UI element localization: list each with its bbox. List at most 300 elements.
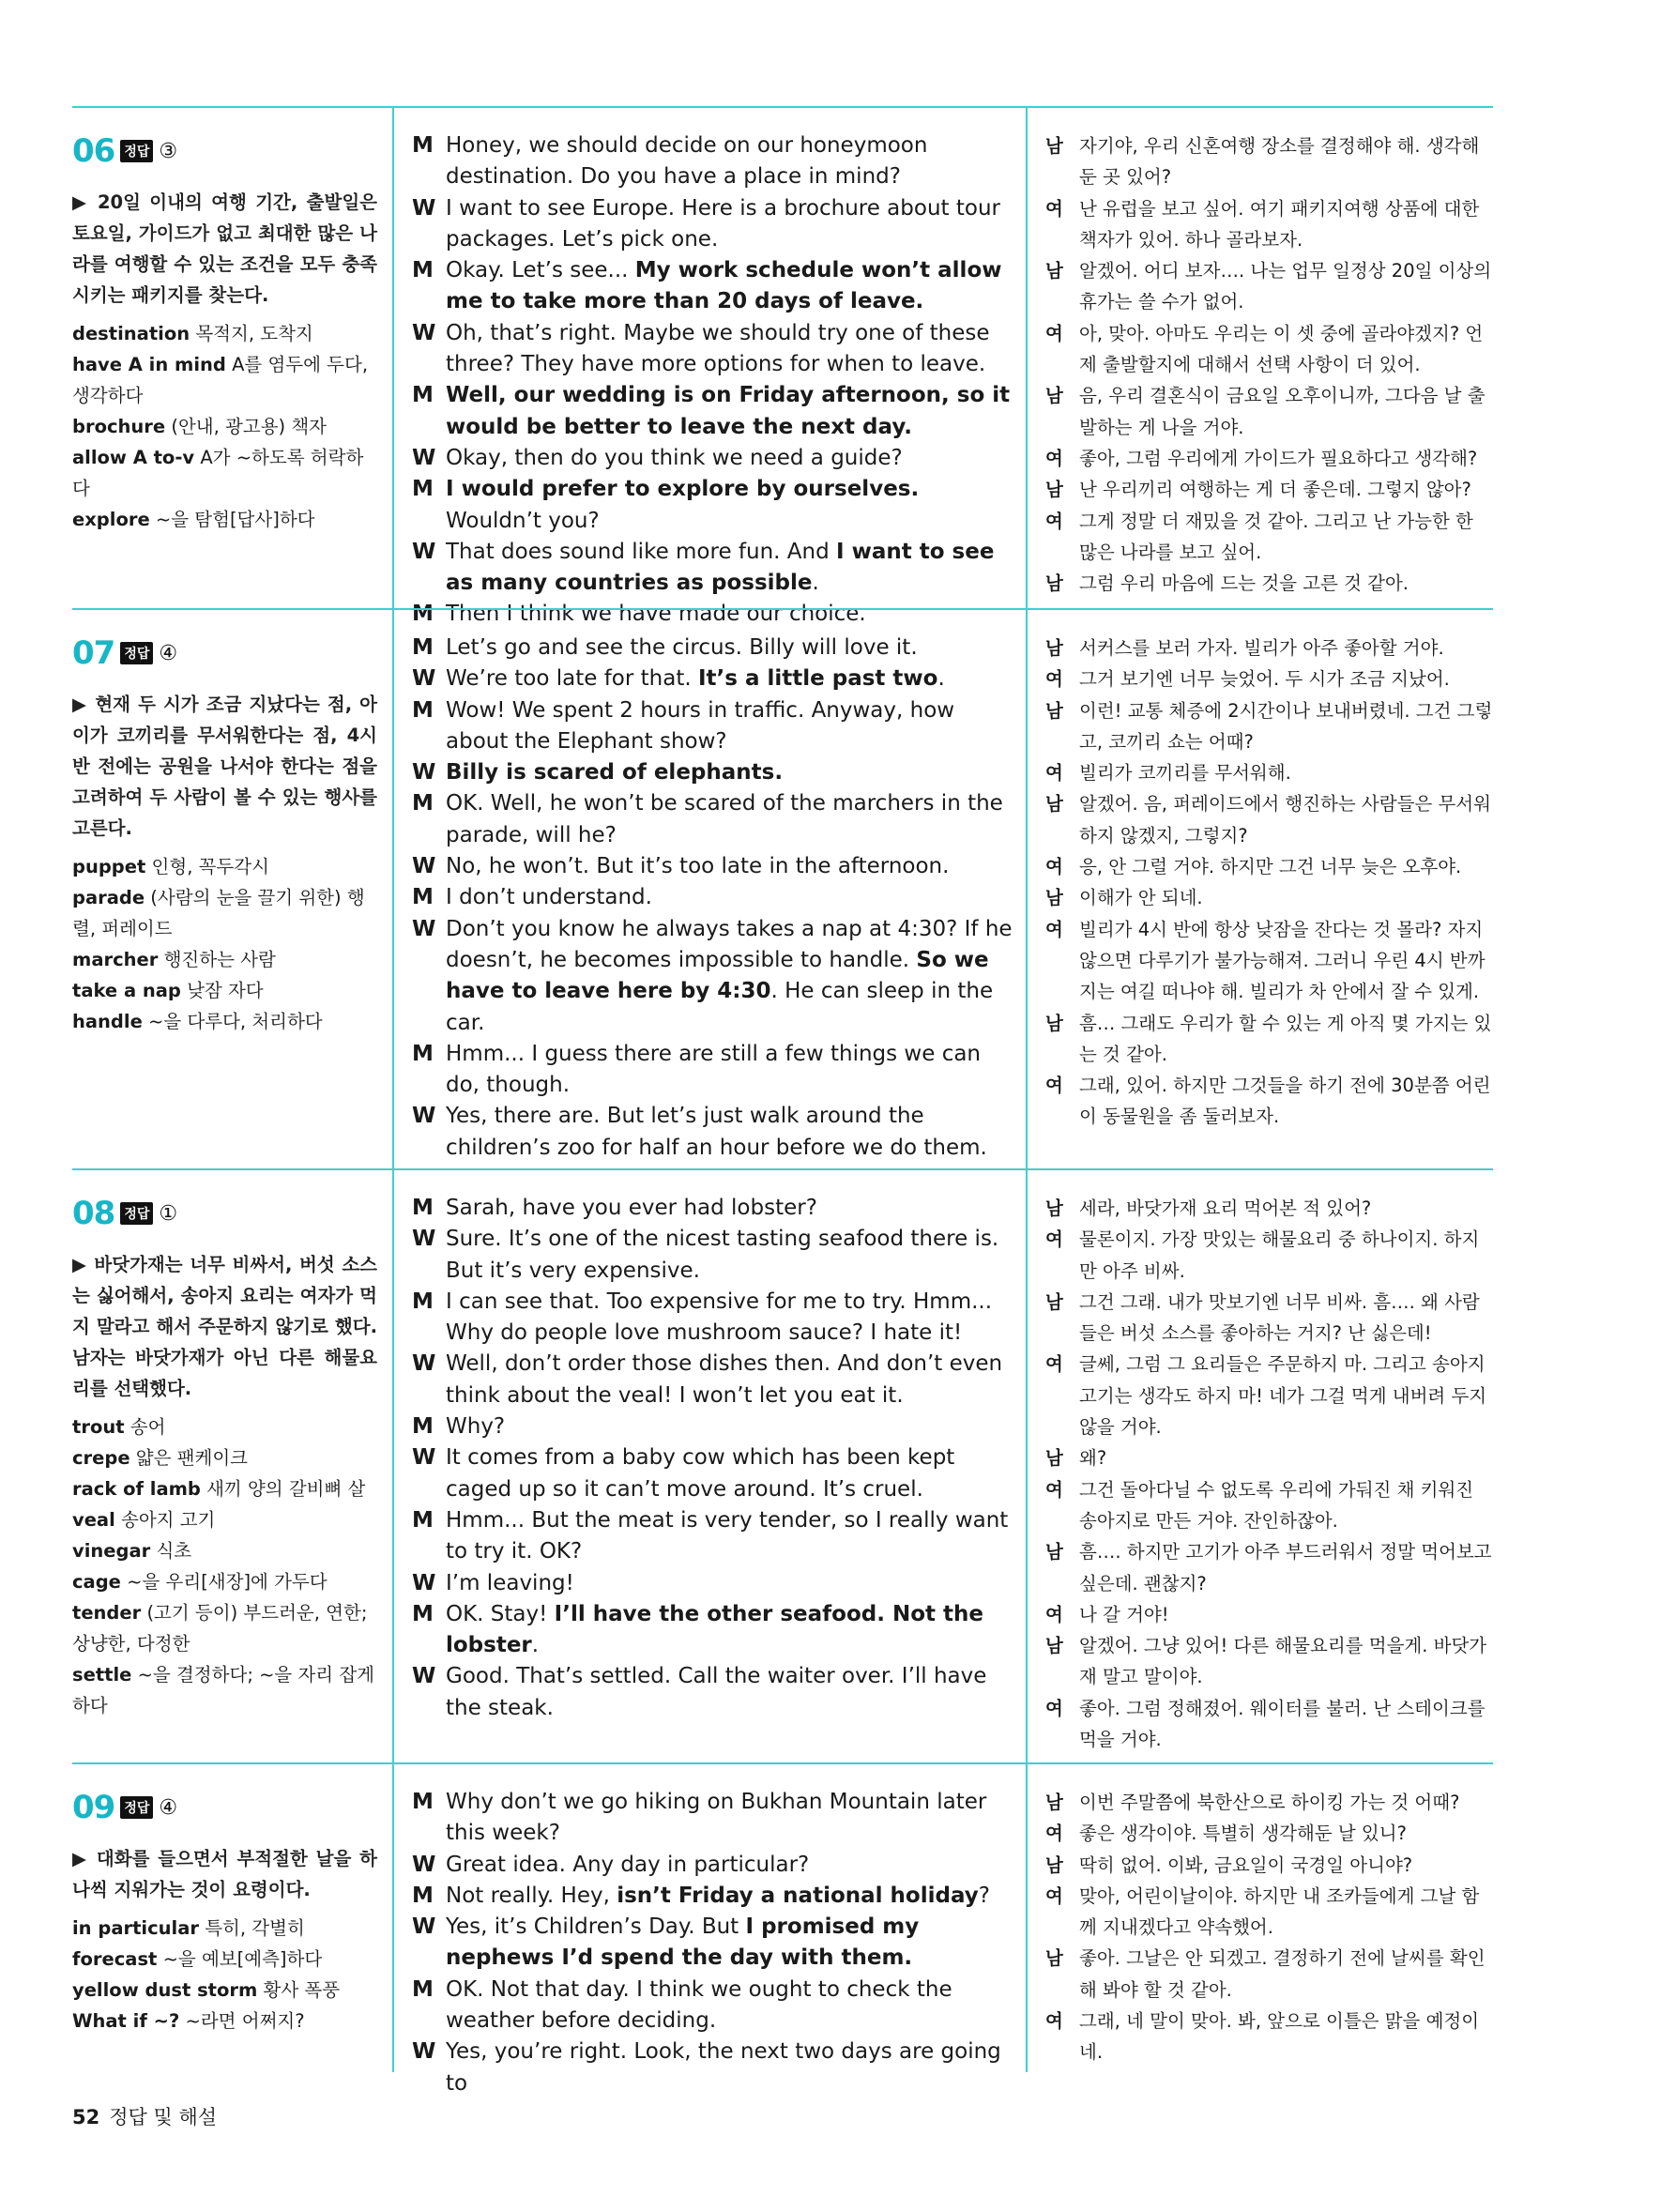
- dialog-text: [446, 1599, 1017, 1662]
- dialog-key-sentence: I’ll have the other seafood. Not the lobster: [446, 1601, 983, 1658]
- dialog-text: [446, 1881, 1017, 1912]
- speaker-label-ko: 남: [1045, 793, 1063, 816]
- translation-line: [1045, 380, 1496, 443]
- explanation-column: [72, 1170, 377, 1721]
- speaker-label-ko: 남: [1045, 135, 1063, 157]
- dialog-text: [446, 914, 1017, 1039]
- speaker-label: M: [412, 1507, 434, 1533]
- vocab-term: have A in mind: [72, 354, 226, 375]
- dialog-text: [446, 1287, 1017, 1350]
- speaker-label: M: [412, 1041, 434, 1066]
- vocab-item: [72, 1411, 377, 1442]
- explanation-text: ▶ 현재 두 시가 조금 지났다는 점, 아이가 코끼리를 무서워한다는 점, 4시 반 전에는 공원을 나서야 한다는 점을 고려하여 두 사람이 볼 수 있는 행사를 고른다.: [72, 694, 377, 839]
- dialog-text: [446, 255, 1017, 318]
- dialog-text: [446, 788, 1017, 851]
- question-06-section: [72, 106, 1493, 627]
- dialog-text: [446, 1912, 1017, 1975]
- translation-text: 아, 맞아. 아마도 우리는 이 셋 중에 골라야겠지? 언제 출발할지에 대해서 선택 사항이 더 있어.: [1079, 322, 1484, 376]
- translation-line: [1045, 882, 1496, 913]
- speaker-label: M: [412, 602, 434, 627]
- dialog-plain: Good. That’s settled. Call the waiter over. I’ll have the steak.: [446, 1664, 987, 1720]
- dialog-column: [412, 1764, 1017, 2099]
- vocab-item: [72, 1659, 377, 1721]
- speaker-label-ko: 여: [1045, 1075, 1063, 1097]
- dialog-line: [412, 695, 1017, 758]
- dialog-plain: I don’t understand.: [446, 885, 652, 910]
- dialog-key-sentence: I would prefer to explore by ourselves.: [446, 477, 920, 502]
- translation-line: [1045, 695, 1496, 758]
- translation-text: 난 우리끼리 여행하는 게 더 좋은데. 그렇지 않아?: [1079, 479, 1471, 501]
- dialog-key-sentence: So we have to leave here by 4:30: [446, 947, 989, 1004]
- speaker-label-ko: 남: [1045, 887, 1063, 909]
- dialog-line: [412, 1505, 1017, 1568]
- dialog-line: [412, 757, 1017, 788]
- translation-text: 음, 우리 결혼식이 금요일 오후이니까, 그다음 날 출발하는 게 나을 거야.: [1079, 385, 1486, 438]
- dialog-line: [412, 2037, 1017, 2099]
- explanation-text: ▶ 바닷가재는 너무 비싸서, 버섯 소스는 싫어해서, 송아지 요리는 여자가 먹지 말라고 해서 주문하지 않기로 했다. 남자는 바닷가재가 아닌 다른 해물요리를 선택했다.: [72, 1254, 377, 1399]
- translation-text: 빌리가 코끼리를 무서워해.: [1079, 762, 1291, 785]
- translation-line: [1045, 255, 1496, 318]
- speaker-label: W: [412, 854, 436, 879]
- vocab-term: take a nap: [72, 980, 181, 1001]
- dialog-column: [412, 610, 1017, 1164]
- vocab-term: in particular: [72, 1917, 199, 1939]
- dialog-plain: Oh, that’s right. Maybe we should try one of these three? They have more options for when to leave.: [446, 320, 990, 377]
- vocab-meaning: A를 염두에 두다, 생각하다: [72, 354, 369, 406]
- question-07-section: [72, 608, 1493, 1168]
- vocab-item: [72, 504, 377, 535]
- translation-text: 그건 돌아다닐 수 없도록 우리에 가둬진 채 키워진 송아지로 만든 거야. 잔인하잖아.: [1079, 1478, 1474, 1532]
- speaker-label: W: [412, 195, 436, 221]
- vocab-item: [72, 1566, 377, 1597]
- speaker-label-ko: 여: [1045, 762, 1063, 785]
- translation-line: [1045, 788, 1496, 851]
- dialog-line: [412, 1661, 1017, 1724]
- speaker-label-ko: 여: [1045, 510, 1063, 532]
- dialog-text: [446, 1101, 1017, 1164]
- speaker-label: M: [412, 1976, 434, 2002]
- dialog-text: [446, 1975, 1017, 2037]
- speaker-label: M: [412, 1196, 434, 1220]
- answer-badge: 정답: [120, 1796, 153, 1819]
- dialog-line: [412, 380, 1017, 443]
- dialog-plain: Honey, we should decide on our honeymoon destination. Do you have a place in mind?: [446, 133, 928, 190]
- vocab-item: [72, 1597, 377, 1659]
- translation-line: [1045, 1943, 1496, 2006]
- dialog-key-sentence: It’s a little past two: [697, 666, 938, 692]
- speaker-label: W: [412, 1570, 436, 1595]
- vocab-item: [72, 1913, 377, 1944]
- vocab-meaning: 황사 폭풍: [263, 1979, 341, 2001]
- dialog-column: [412, 1170, 1017, 1724]
- translation-text: 좋아. 그럼 정해졌어. 웨이터를 불러. 난 스테이크를 먹을 거야.: [1079, 1697, 1486, 1751]
- translation-text: 흠…. 하지만 고기가 아주 부드러워서 정말 먹어보고 싶은데. 괜찮지?: [1079, 1541, 1492, 1594]
- translation-line: [1045, 1070, 1496, 1133]
- translation-text: 좋아. 그날은 안 되겠고. 결정하기 전에 날씨를 확인해 봐야 할 것 같아.: [1079, 1947, 1486, 2001]
- speaker-label-ko: 여: [1045, 1697, 1063, 1719]
- dialog-line: [412, 1975, 1017, 2037]
- dialog-plain: Wow! We spent 2 hours in traffic. Anyway, how about the Elephant show?: [446, 697, 955, 754]
- translation-text: 그게 정말 더 재밌을 것 같아. 그리고 난 가능한 한 많은 나라를 보고 싶어.: [1079, 510, 1473, 563]
- question-header: [72, 132, 377, 170]
- speaker-label-ko: 남: [1045, 1198, 1063, 1219]
- vocab-item: [72, 1975, 377, 2006]
- vocab-term: destination: [72, 323, 190, 344]
- translation-column: [1045, 108, 1496, 599]
- translation-line: [1045, 1787, 1496, 1818]
- dialog-plain: Okay, then do you think we need a guide?: [446, 445, 903, 470]
- dialog-plain: Well, don’t order those dishes then. And don’t even think about the veal! I won’t let you eat it.: [446, 1351, 1003, 1408]
- speaker-label: W: [412, 445, 436, 470]
- vocab-meaning: 새끼 양의 갈비뼈 살: [206, 1478, 366, 1500]
- translation-line: [1045, 443, 1496, 474]
- vocab-item: [72, 1535, 377, 1566]
- translation-text: 알겠어. 음, 퍼레이드에서 행진하는 사람들은 무서워하지 않겠지, 그렇지?: [1079, 793, 1491, 847]
- answer-badge: 정답: [120, 642, 153, 664]
- translation-line: [1045, 1818, 1496, 1849]
- dialog-text: [446, 537, 1017, 600]
- vocab-meaning: A가 ~하도록 허락하다: [72, 447, 364, 499]
- dialog-plain: Okay. Let’s see...: [446, 258, 635, 283]
- dialog-text: [446, 757, 1017, 788]
- translation-text: 그거 보기엔 너무 늦었어. 두 시가 조금 지났어.: [1079, 668, 1450, 691]
- dialog-line: [412, 537, 1017, 600]
- translation-line: [1045, 1630, 1496, 1693]
- speaker-label-ko: 남: [1045, 1792, 1063, 1813]
- dialog-line: [412, 1349, 1017, 1411]
- column-divider: [1026, 108, 1028, 608]
- vocab-item: [72, 851, 377, 882]
- translation-line: [1045, 1008, 1496, 1071]
- dialog-plain: Yes, there are. But let’s just walk around the children’s zoo for half an hour before we do them.: [446, 1104, 987, 1160]
- speaker-label-ko: 남: [1045, 1541, 1063, 1564]
- speaker-label: W: [412, 1351, 436, 1377]
- speaker-label-ko: 남: [1045, 1012, 1063, 1034]
- translation-text: 그래, 네 말이 맞아. 봐, 앞으로 이틀은 맑을 예정이네.: [1079, 2010, 1480, 2064]
- speaker-label-ko: 여: [1045, 1353, 1063, 1376]
- translation-column: [1045, 1764, 1496, 2068]
- dialog-plain-after: .: [937, 666, 945, 692]
- translation-line: [1045, 851, 1496, 882]
- answer-number: ④: [159, 1795, 178, 1820]
- translation-text: 맞아, 어린이날이야. 하지만 내 조카들에게 그날 함께 지내겠다고 약속했어.: [1079, 1884, 1480, 1939]
- dialog-plain: That does sound like more fun. And: [446, 539, 837, 564]
- dialog-line: [412, 1101, 1017, 1164]
- speaker-label-ko: 남: [1045, 1635, 1063, 1657]
- dialog-plain-after: . He can sleep in the car.: [446, 979, 994, 1035]
- vocab-meaning: 낮잠 자다: [187, 980, 264, 1001]
- vocab-term: handle: [72, 1011, 143, 1032]
- vocab-item: [72, 318, 377, 349]
- translation-text: 좋은 생각이야. 특별히 생각해둔 날 있니?: [1079, 1823, 1407, 1845]
- dialog-plain: Hmm... But the meat is very tender, so I really want to try it. OK?: [446, 1507, 1009, 1564]
- dialog-plain: Don’t you know he always takes a nap at 4:30? If he doesn’t, he becomes impossible to handle.: [446, 916, 1013, 972]
- translation-text: 이런! 교통 체증에 2시간이나 보내버렸네. 그건 그렇고, 코끼리 쇼는 어때?: [1079, 699, 1493, 753]
- dialog-text: [446, 380, 1017, 443]
- speaker-label: W: [412, 1227, 436, 1252]
- answer-number: ④: [159, 641, 178, 665]
- translation-line: [1045, 1224, 1496, 1287]
- dialog-key-sentence: I want to see as many countries as possible: [446, 539, 995, 596]
- question-number: 09: [72, 1789, 115, 1826]
- dialog-plain: Let’s go and see the circus. Billy will love it.: [446, 635, 918, 660]
- vocab-meaning: (사람의 눈을 끌기 위한) 행렬, 퍼레이드: [72, 887, 365, 939]
- dialog-plain: Hmm... I guess there are still a few things we can do, though.: [446, 1041, 982, 1098]
- dialog-line: [412, 1568, 1017, 1599]
- translation-line: [1045, 1193, 1496, 1224]
- dialog-line: [412, 1599, 1017, 1662]
- dialog-key-sentence: I promised my nephews I’d spend the day with them.: [446, 1915, 920, 1971]
- speaker-label-ko: 여: [1045, 856, 1063, 878]
- column-divider: [392, 108, 394, 608]
- answer-number: ①: [159, 1201, 178, 1226]
- dialog-text: [446, 695, 1017, 758]
- dialog-line: [412, 1912, 1017, 1975]
- dialog-line: [412, 1411, 1017, 1442]
- dialog-text: [446, 1039, 1017, 1102]
- dialog-line: [412, 130, 1017, 193]
- dialog-line: [412, 1039, 1017, 1102]
- speaker-label-ko: 남: [1045, 1290, 1063, 1313]
- explanation-column: [72, 1764, 377, 2037]
- vocab-term: allow A to-v: [72, 447, 195, 468]
- translation-line: [1045, 568, 1496, 599]
- dialog-text: [446, 1850, 1017, 1881]
- vocab-item: [72, 442, 377, 504]
- translation-text: 난 유럽을 보고 싶어. 여기 패키지여행 상품에 대한 책자가 있어. 하나 골라보자.: [1079, 197, 1480, 251]
- speaker-label-ko: 여: [1045, 1603, 1063, 1625]
- translation-text: 좋아, 그럼 우리에게 가이드가 필요하다고 생각해?: [1079, 447, 1478, 469]
- dialog-text: [446, 882, 1017, 913]
- speaker-label-ko: 여: [1045, 668, 1063, 691]
- dialog-plain: OK. Well, he won’t be scared of the marchers in the parade, will he?: [446, 791, 1003, 847]
- translation-line: [1045, 193, 1496, 256]
- speaker-label: M: [412, 383, 434, 408]
- speaker-label-ko: 여: [1045, 918, 1063, 940]
- dialog-plain: It comes from a baby cow which has been kept caged up so it can’t move around. It’s cruel.: [446, 1445, 955, 1502]
- vocab-term: brochure: [72, 416, 166, 437]
- translation-text: 알겠어. 어디 보자…. 나는 업무 일정상 20일 이상의 휴가는 쓸 수가 없어.: [1079, 260, 1492, 313]
- question-number: 06: [72, 132, 115, 170]
- speaker-label: M: [412, 133, 434, 158]
- vocab-meaning: ~을 우리[새장]에 가두다: [127, 1571, 328, 1593]
- vocab-term: parade: [72, 887, 145, 908]
- speaker-label-ko: 여: [1045, 1884, 1063, 1907]
- column-divider: [392, 610, 394, 1168]
- dialog-plain: Why don’t we go hiking on Bukhan Mountain later this week?: [446, 1790, 987, 1846]
- translation-line: [1045, 1287, 1496, 1350]
- translation-line: [1045, 318, 1496, 381]
- translation-line: [1045, 1850, 1496, 1881]
- question-header: [72, 634, 377, 672]
- speaker-label: M: [412, 1289, 434, 1314]
- dialog-text: [446, 130, 1017, 193]
- translation-text: 이번 주말쯤에 북한산으로 하이킹 가는 것 어때?: [1079, 1792, 1460, 1813]
- speaker-label: M: [412, 258, 434, 283]
- translation-line: [1045, 130, 1496, 193]
- dialog-line: [412, 1224, 1017, 1287]
- translation-text: 서커스를 보러 가자. 빌리가 아주 좋아할 거야.: [1079, 637, 1444, 659]
- translation-text: 빌리가 4시 반에 항상 낮잠을 잔다는 것 몰라? 자지 않으면 다루기가 불가능해져. 그러니 우린 4시 반까지는 여길 떠나야 해. 빌리가 차 안에서 잘 수 있게.: [1079, 918, 1486, 1003]
- dialog-line: [412, 914, 1017, 1039]
- speaker-label-ko: 남: [1045, 1854, 1063, 1876]
- dialog-line: [412, 1442, 1017, 1505]
- translation-text: 글쎄, 그럼 그 요리들은 주문하지 마. 그리고 송아지 고기는 생각도 하지 마! 네가 그걸 먹게 내버려 두지 않을 거야.: [1079, 1353, 1487, 1439]
- dialog-text: [446, 443, 1017, 474]
- speaker-label-ko: 여: [1045, 1478, 1063, 1501]
- dialog-line: [412, 193, 1017, 256]
- vocab-meaning: 얇은 팬케이크: [135, 1447, 249, 1469]
- vocab-meaning: 송어: [130, 1416, 166, 1438]
- translation-line: [1045, 914, 1496, 1008]
- dialog-key-sentence: Well, our wedding is on Friday afternoon, so it would be better to leave the next day.: [446, 383, 1011, 439]
- dialog-text: [446, 193, 1017, 256]
- explanation-column: [72, 610, 377, 1037]
- dialog-text: [446, 1411, 1017, 1442]
- question-number: 07: [72, 634, 115, 672]
- dialog-line: [412, 851, 1017, 882]
- page-number: 52: [72, 2106, 100, 2128]
- speaker-label: M: [412, 791, 434, 816]
- speaker-label: W: [412, 666, 436, 692]
- vocab-term: marcher: [72, 949, 159, 970]
- column-divider: [392, 1170, 394, 1762]
- question-09-section: [72, 1762, 1493, 2096]
- answer-number: ③: [159, 139, 178, 163]
- translation-line: [1045, 474, 1496, 505]
- translation-text: 그건 그래. 내가 맛보기엔 너무 비싸. 흠…. 왜 사람들은 버섯 소스를 좋아하는 거지? 난 싫은데!: [1079, 1290, 1480, 1345]
- dialog-line: [412, 318, 1017, 381]
- dialog-plain: Sarah, have you ever had lobster?: [446, 1196, 817, 1220]
- vocab-item: [72, 2006, 377, 2037]
- dialog-line: [412, 443, 1017, 474]
- speaker-label-ko: 여: [1045, 2010, 1063, 2033]
- dialog-plain: Great idea. Any day in particular?: [446, 1852, 810, 1877]
- speaker-label: M: [412, 635, 434, 660]
- vocab-meaning: ~라면 어쩌지?: [185, 2010, 305, 2032]
- vocab-meaning: ~을 다루다, 처리하다: [148, 1011, 323, 1032]
- translation-line: [1045, 1349, 1496, 1442]
- translation-text: 알겠어. 그냥 있어! 다른 해물요리를 먹을게. 바닷가재 말고 말이야.: [1079, 1635, 1487, 1688]
- translation-text: 그럼 우리 마음에 드는 것을 고른 것 같아.: [1079, 572, 1409, 595]
- translation-text: 이해가 안 되네.: [1079, 887, 1203, 909]
- dialog-line: [412, 882, 1017, 913]
- translation-text: 응, 안 그럴 거야. 하지만 그건 너무 늦은 오후야.: [1079, 856, 1462, 878]
- vocab-meaning: ~을 탐험[답사]하다: [155, 509, 315, 530]
- vocab-item: [72, 1473, 377, 1504]
- question-08-section: [72, 1168, 1493, 1762]
- column-divider: [1026, 1170, 1028, 1762]
- dialog-line: [412, 1881, 1017, 1912]
- dialog-plain: I can see that. Too expensive for me to try. Hmm... Why do people love mushroom sauce? I hate it!: [446, 1289, 993, 1346]
- dialog-line: [412, 633, 1017, 664]
- speaker-label: M: [412, 1414, 434, 1440]
- speaker-label-ko: 남: [1045, 385, 1063, 407]
- vocab-item: [72, 882, 377, 944]
- translation-text: 세라, 바닷가재 요리 먹어본 적 있어?: [1079, 1198, 1372, 1219]
- dialog-plain: Why?: [446, 1414, 506, 1440]
- speaker-label-ko: 여: [1045, 197, 1063, 220]
- speaker-label: M: [412, 1790, 434, 1814]
- vocab-item: [72, 944, 377, 975]
- dialog-key-sentence: isn’t Friday a national holiday: [617, 1883, 979, 1908]
- vocab-term: veal: [72, 1509, 115, 1531]
- translation-line: [1045, 1442, 1496, 1473]
- speaker-label: W: [412, 1852, 436, 1877]
- vocab-meaning: 식초: [156, 1540, 192, 1562]
- speaker-label: W: [412, 1915, 436, 1940]
- speaker-label: M: [412, 885, 434, 910]
- speaker-label-ko: 남: [1045, 699, 1063, 722]
- dialog-text: [446, 1661, 1017, 1724]
- answer-badge: 정답: [120, 140, 153, 162]
- vocab-meaning: (고기 등이) 부드러운, 연한; 상냥한, 다정한: [72, 1602, 368, 1655]
- dialog-text: [446, 2037, 1017, 2099]
- translation-line: [1045, 1881, 1496, 1944]
- vocab-term: puppet: [72, 856, 146, 877]
- vocab-term: crepe: [72, 1447, 130, 1469]
- column-divider: [1026, 610, 1028, 1168]
- dialog-plain: Sure. It’s one of the nicest tasting seafood there is. But it’s very expensive.: [446, 1227, 999, 1283]
- dialog-plain: OK. Not that day. I think we ought to check the weather before deciding.: [446, 1976, 952, 2034]
- vocab-meaning: 송아지 고기: [120, 1509, 216, 1531]
- vocab-term: tender: [72, 1602, 142, 1624]
- speaker-label: W: [412, 916, 436, 941]
- vocab-term: rack of lamb: [72, 1478, 201, 1500]
- dialog-plain-after: .: [812, 571, 819, 596]
- explanation-text: ▶ 대화를 들으면서 부적절한 날을 하나씩 지워가는 것이 요령이다.: [72, 1848, 377, 1900]
- translation-line: [1045, 1536, 1496, 1599]
- dialog-text: [446, 633, 1017, 664]
- speaker-label: M: [412, 697, 434, 723]
- dialog-plain: Then I think we have made our choice.: [446, 602, 866, 627]
- speaker-label: W: [412, 539, 436, 564]
- speaker-label: W: [412, 1664, 436, 1689]
- vocab-meaning: 인형, 꼭두각시: [151, 856, 269, 877]
- dialog-text: [446, 318, 1017, 381]
- page-footer: [72, 2102, 217, 2130]
- dialog-line: [412, 664, 1017, 694]
- speaker-label-ko: 남: [1045, 260, 1063, 282]
- explanation-text: ▶ 20일 이내의 여행 기간, 출발일은 토요일, 가이드가 없고 최대한 많은 나라를 여행할 수 있는 조건을 모두 충족시키는 패키지를 찾는다.: [72, 191, 377, 306]
- dialog-plain-after: .: [531, 1633, 540, 1658]
- dialog-line: [412, 255, 1017, 318]
- dialog-column: [412, 108, 1017, 631]
- dialog-plain: No, he won’t. But it’s too late in the afternoon.: [446, 854, 950, 879]
- vocab-item: [72, 1006, 377, 1037]
- dialog-plain: We’re too late for that.: [446, 666, 698, 692]
- speaker-label-ko: 남: [1045, 1947, 1063, 1970]
- question-number: 08: [72, 1195, 115, 1232]
- speaker-label: W: [412, 2039, 436, 2065]
- column-divider: [1026, 1764, 1028, 2072]
- answer-badge: 정답: [120, 1202, 153, 1225]
- vocab-meaning: ~을 결정하다; ~을 자리 잡게 하다: [72, 1664, 375, 1716]
- speaker-label-ko: 여: [1045, 1228, 1063, 1251]
- speaker-label: M: [412, 1601, 434, 1626]
- dialog-line: [412, 1287, 1017, 1350]
- dialog-plain-after: ?: [978, 1883, 990, 1908]
- vocab-meaning: 특히, 각별히: [205, 1917, 305, 1939]
- dialog-text: [446, 1505, 1017, 1568]
- dialog-plain: Yes, it’s Children’s Day. But: [446, 1915, 746, 1940]
- speaker-label-ko: 여: [1045, 322, 1063, 344]
- vocab-meaning: (안내, 광고용) 책자: [171, 416, 328, 437]
- dialog-plain: Yes, you’re right. Look, the next two days are going to: [446, 2039, 1001, 2096]
- speaker-label: W: [412, 1104, 436, 1129]
- dialog-text: [446, 1568, 1017, 1599]
- translation-line: [1045, 1599, 1496, 1630]
